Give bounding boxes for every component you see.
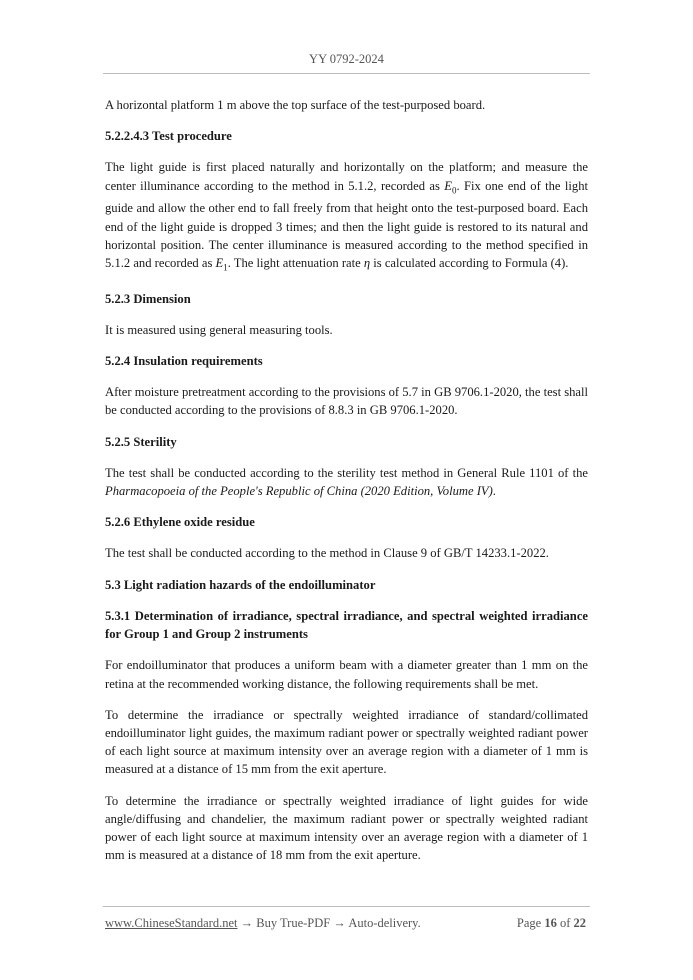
heading-5-2-2-4-3: 5.2.2.4.3 Test procedure <box>105 129 232 144</box>
arrow-right-icon: → <box>240 916 254 930</box>
heading-5-2-4: 5.2.4 Insulation requirements <box>105 354 263 369</box>
site-link[interactable]: www.ChineseStandard.net <box>105 916 238 930</box>
footer-promo <box>105 916 421 931</box>
heading-5-3: 5.3 Light radiation hazards of the endoilluminator <box>105 577 376 592</box>
insulation-paragraph: After moisture pretreatment according to the provisions of 5.7 in GB 9706.1-2020, the test shall be conducted according to the provisions of 8.8.3 in GB 9706.1-2020. <box>105 385 589 418</box>
platform-paragraph: A horizontal platform 1 m above the top surface of the test-purposed board. <box>105 98 486 112</box>
sterility-paragraph: The test shall be conducted according to the sterility test method in General Rule 1101 of the Pharmacopoeia of the People's Republic of China (2020 Edition, Volume IV). <box>105 465 588 499</box>
heading-5-2-6: 5.2.6 Ethylene oxide residue <box>105 515 255 530</box>
uniform-beam-paragraph: For endoilluminator that produces a uniform beam with a diameter greater than 1 mm on the retina at the recommended working distance, the following requirements shall be met. <box>105 658 588 691</box>
test-procedure-paragraph: The light guide is first placed naturally and horizontally on the platform; and measure the center illuminance according to the method in 5.1.2, recorded as $E_0$. Fix one end of the light guide and allow the other end to fall freely from that height onto the test-purposed board. Each end of the light guide is dropped 3 times; and then the light guide is restored to its natural and horizontal position. The center illuminance is measured according to the method specified in 5.1.2 and recorded as $E_1$. The light attenuation rate η is calculated according to Formula (4). <box>105 160 588 273</box>
heading-5-3-1: 5.3.1 Determination of irradiance, spectral irradiance, and spectral weighted irradiance for Group 1 and Group 2 instruments <box>105 608 588 642</box>
page-body <box>105 96 588 864</box>
heading-5-2-5: 5.2.5 Sterility <box>105 434 177 449</box>
buy-true-pdf-text: Buy True-PDF <box>256 916 331 930</box>
collimated-guide-paragraph: To determine the irradiance or spectrally weighted irradiance of standard/collimated endoilluminator light guides, the maximum radiant power or spectrally weighted radiant power of each light source at maximum intensity over an average region with a diameter of 1 mm is measured at a distance of 15 mm from the exit aperture. <box>105 707 588 777</box>
running-header: YY 0792-2024 <box>309 52 384 66</box>
ethylene-oxide-paragraph: The test shall be conducted according to the method in Clause 9 of GB/T 14233.1-2022. <box>105 546 549 561</box>
header-divider <box>103 73 590 74</box>
arrow-right-icon: → <box>333 916 346 930</box>
wide-angle-guide-paragraph: To determine the irradiance or spectrally weighted irradiance of light guides for wide angle/diffusing and chandelier, the maximum radiant power or spectrally weighted radiant power of each light source at maximum intensity over an average region with a diameter of 1 mm is measured at a distance of 18 mm from the exit aperture. <box>105 793 588 863</box>
auto-delivery-text: Auto-delivery. <box>348 916 421 930</box>
page-number: Page 16 of 22 <box>516 916 586 930</box>
footer-divider <box>103 906 590 907</box>
heading-5-2-3: 5.2.3 Dimension <box>105 291 191 306</box>
dimension-paragraph: It is measured using general measuring tools. <box>105 322 333 337</box>
